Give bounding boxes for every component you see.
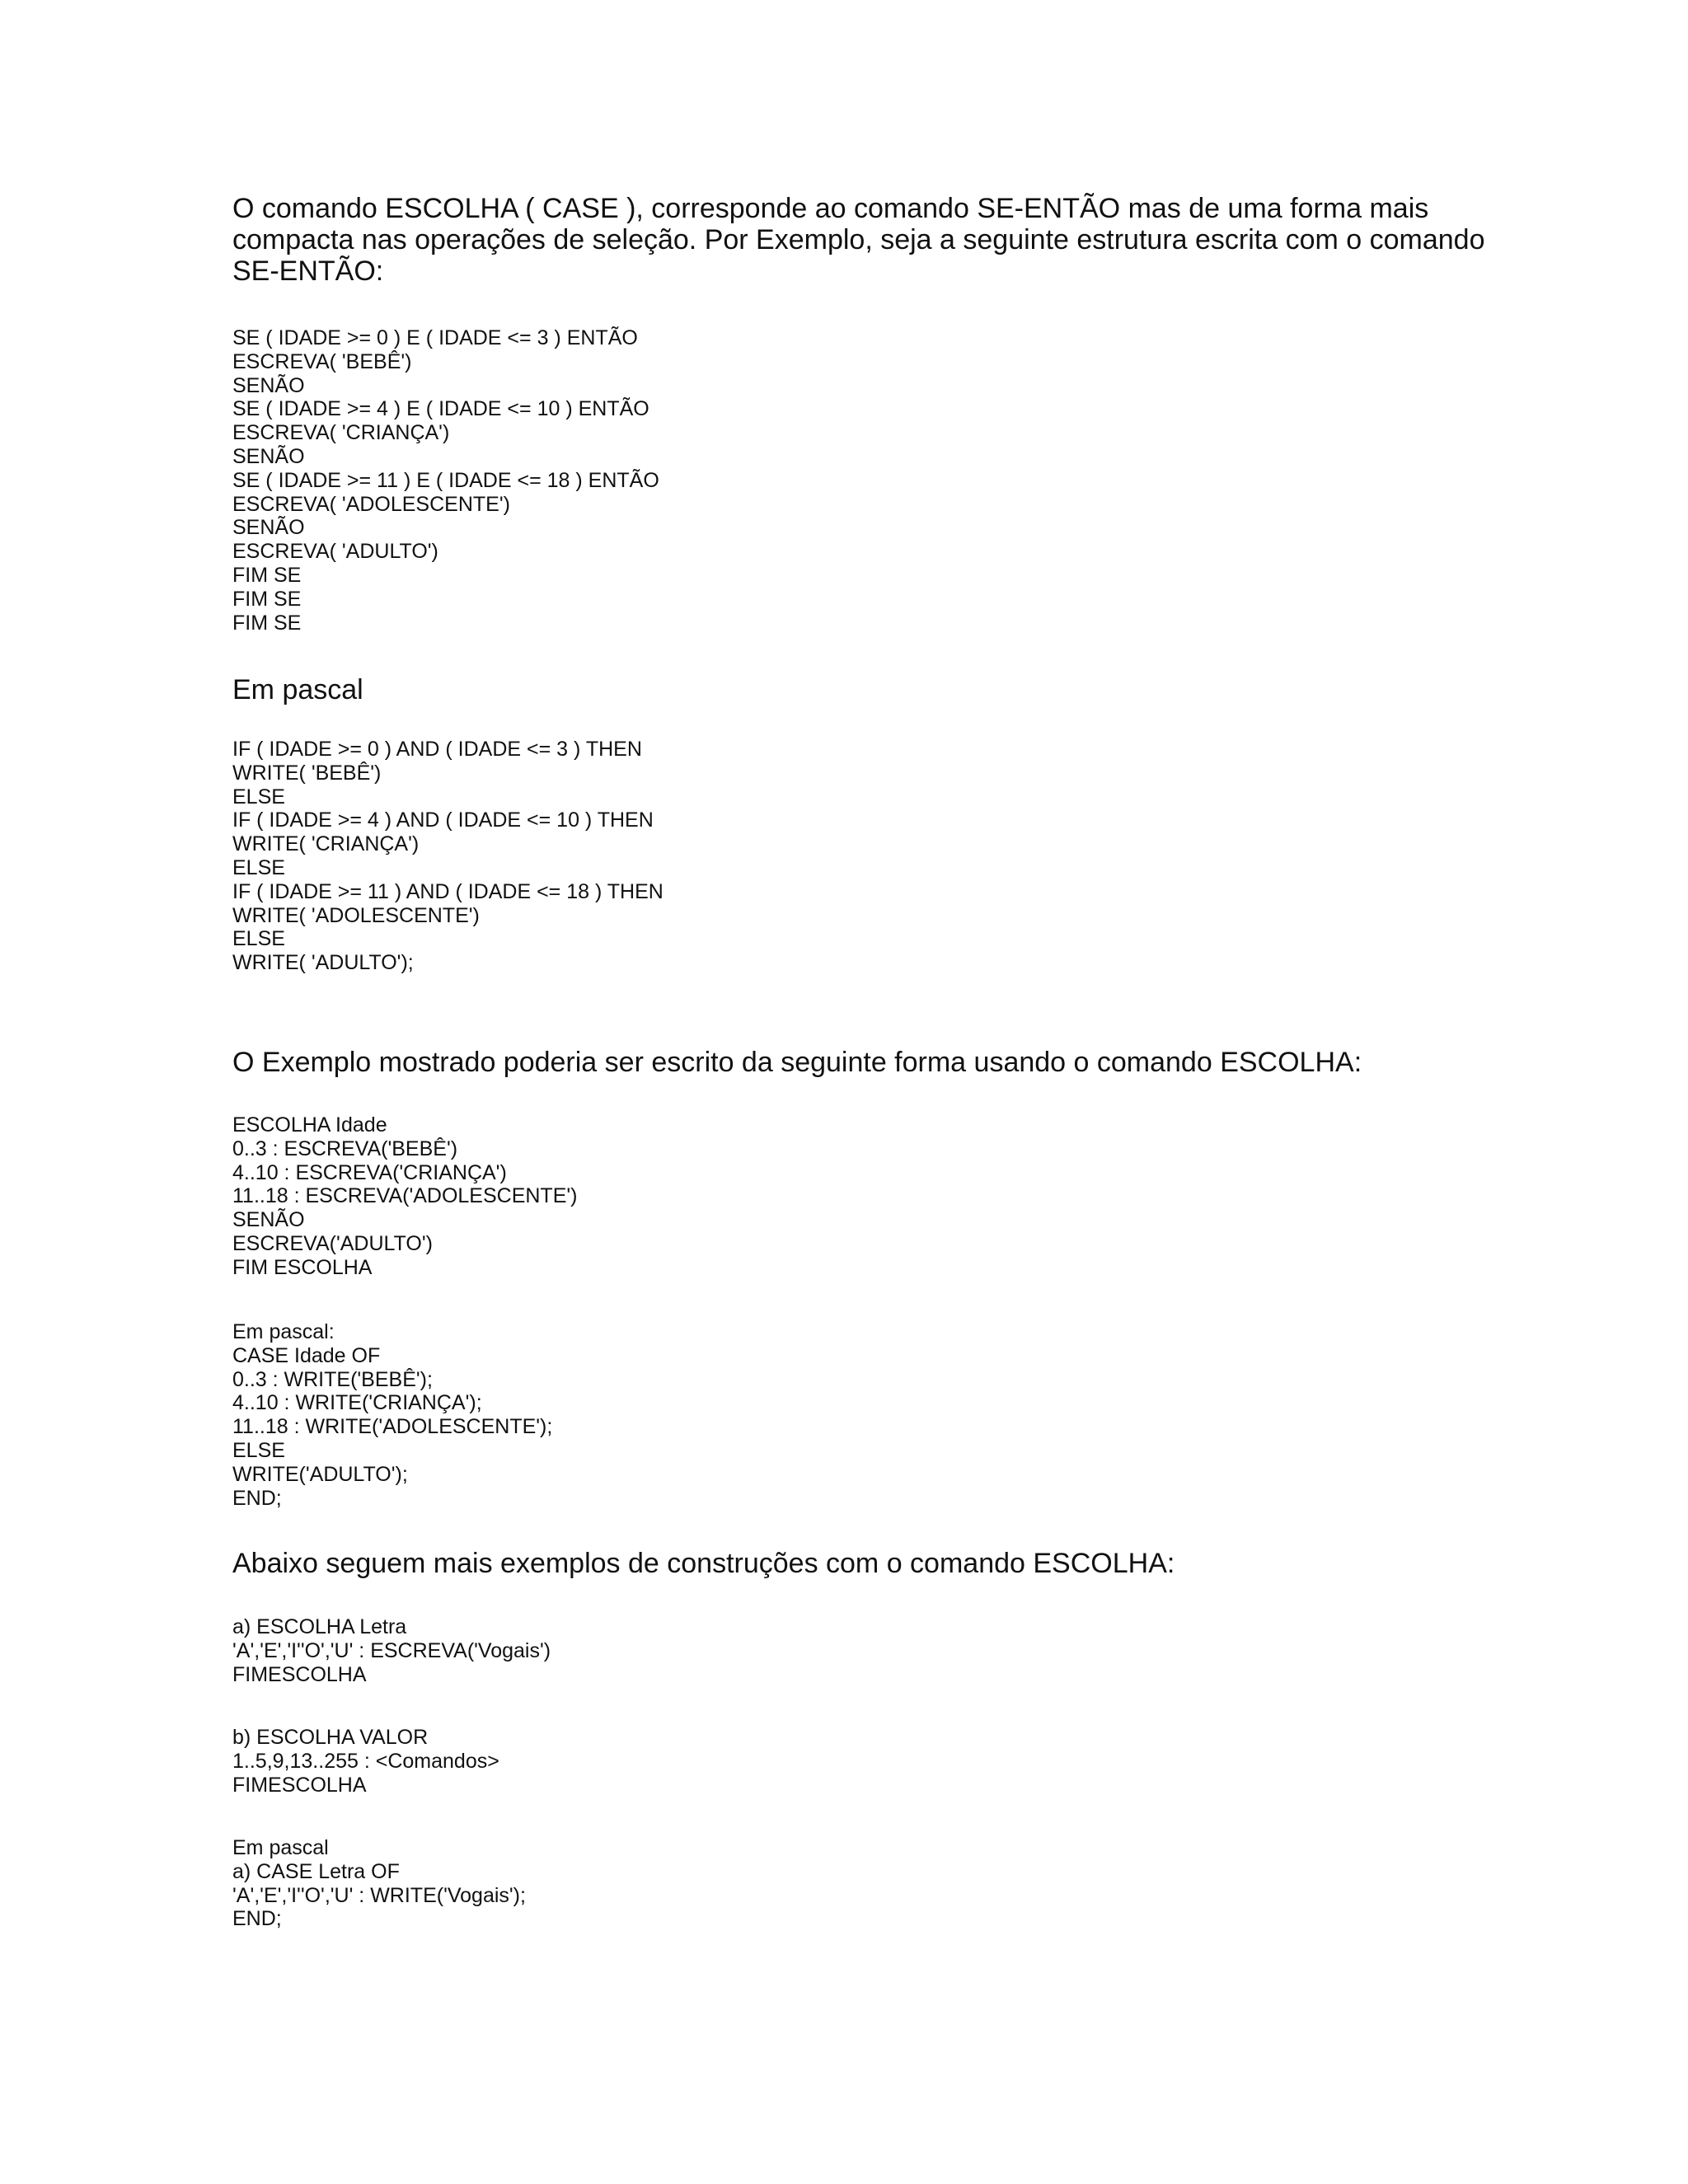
code-line: 0..3 : WRITE('BEBÊ'); bbox=[232, 1367, 433, 1391]
code-line: 1..5,9,13..255 : <Comandos> bbox=[232, 1749, 499, 1773]
code-line: WRITE('ADULTO'); bbox=[232, 1462, 408, 1486]
code-line: IF ( IDADE >= 0 ) AND ( IDADE <= 3 ) THEN bbox=[232, 738, 642, 761]
code-line: Em pascal: bbox=[232, 1320, 335, 1343]
code-line: ELSE bbox=[232, 927, 285, 951]
code-line: FIMESCOLHA bbox=[232, 1773, 367, 1797]
code-line: FIMESCOLHA bbox=[232, 1662, 367, 1686]
code-line: SENÃO bbox=[232, 516, 305, 540]
code-line: WRITE( 'CRIANÇA') bbox=[232, 832, 420, 856]
code-line: FIM SE bbox=[232, 587, 302, 611]
code-line: WRITE( 'ADOLESCENTE') bbox=[232, 903, 480, 927]
mais-exemplos-paragraph: Abaixo seguem mais exemplos de construções com o comando ESCOLHA: bbox=[232, 1548, 1175, 1579]
code-line: FIM SE bbox=[232, 611, 302, 635]
pascal-case-code-block bbox=[232, 1320, 1518, 1510]
code-line: SENÃO bbox=[232, 444, 305, 468]
code-line: 4..10 : ESCREVA('CRIANÇA') bbox=[232, 1160, 507, 1184]
code-line: ELSE bbox=[232, 1438, 285, 1462]
code-line: 'A','E','I''O','U' : WRITE('Vogais'); bbox=[232, 1883, 526, 1907]
code-line: 'A','E','I''O','U' : ESCREVA('Vogais') bbox=[232, 1638, 551, 1662]
code-line: WRITE( 'BEBÊ') bbox=[232, 761, 382, 785]
code-line: FIM ESCOLHA bbox=[232, 1255, 373, 1279]
code-line: IF ( IDADE >= 4 ) AND ( IDADE <= 10 ) THEN bbox=[232, 808, 654, 832]
code-line: IF ( IDADE >= 11 ) AND ( IDADE <= 18 ) THEN bbox=[232, 879, 663, 903]
code-line: SE ( IDADE >= 11 ) E ( IDADE <= 18 ) ENTÃO bbox=[232, 468, 659, 492]
code-line: 11..18 : ESCREVA('ADOLESCENTE') bbox=[232, 1184, 578, 1208]
intro-paragraph: O comando ESCOLHA ( CASE ), corresponde ao comando SE-ENTÃO mas de uma forma mais compacta nas operações de seleção. Por Exemplo, seja a seguinte estrutura escrita com o comando SE-ENTÃO: bbox=[232, 193, 1485, 287]
code-line: CASE Idade OF bbox=[232, 1343, 381, 1367]
example-b-code-block bbox=[232, 1726, 1518, 1797]
pascal-examples-code-block bbox=[232, 1836, 1518, 1931]
em-pascal-heading: Em pascal bbox=[232, 674, 363, 705]
exemplo-paragraph: O Exemplo mostrado poderia ser escrito da seguinte forma usando o comando ESCOLHA: bbox=[232, 1047, 1362, 1078]
code-line: END; bbox=[232, 1907, 282, 1931]
code-line: ESCREVA( 'CRIANÇA') bbox=[232, 421, 450, 445]
code-line: ESCREVA('ADULTO') bbox=[232, 1231, 433, 1255]
code-line: ELSE bbox=[232, 855, 285, 879]
code-line: ESCOLHA Idade bbox=[232, 1113, 387, 1137]
code-line: ELSE bbox=[232, 785, 285, 808]
code-line: a) ESCOLHA Letra bbox=[232, 1615, 407, 1638]
code-line: SE ( IDADE >= 4 ) E ( IDADE <= 10 ) ENTÃO bbox=[232, 397, 649, 421]
code-line: ESCREVA( 'ADULTO') bbox=[232, 540, 438, 564]
code-line: ESCREVA( 'BEBÊ') bbox=[232, 349, 412, 373]
se-entao-code-block bbox=[232, 326, 1518, 635]
code-line: 0..3 : ESCREVA('BEBÊ') bbox=[232, 1137, 458, 1160]
code-line: b) ESCOLHA VALOR bbox=[232, 1726, 429, 1749]
code-line: FIM SE bbox=[232, 563, 302, 587]
example-a-code-block bbox=[232, 1615, 1518, 1686]
code-line: END; bbox=[232, 1486, 282, 1510]
code-line: 4..10 : WRITE('CRIANÇA'); bbox=[232, 1391, 482, 1415]
pascal-if-code-block bbox=[232, 738, 1518, 975]
code-line: SENÃO bbox=[232, 373, 305, 397]
code-line: a) CASE Letra OF bbox=[232, 1859, 400, 1883]
code-line: 11..18 : WRITE('ADOLESCENTE'); bbox=[232, 1415, 553, 1439]
code-line: SENÃO bbox=[232, 1208, 305, 1232]
code-line: Em pascal bbox=[232, 1836, 329, 1859]
code-line: ESCREVA( 'ADOLESCENTE') bbox=[232, 492, 510, 516]
code-line: WRITE( 'ADULTO'); bbox=[232, 951, 414, 975]
escolha-code-block bbox=[232, 1113, 1518, 1280]
code-line: SE ( IDADE >= 0 ) E ( IDADE <= 3 ) ENTÃO bbox=[232, 326, 638, 349]
